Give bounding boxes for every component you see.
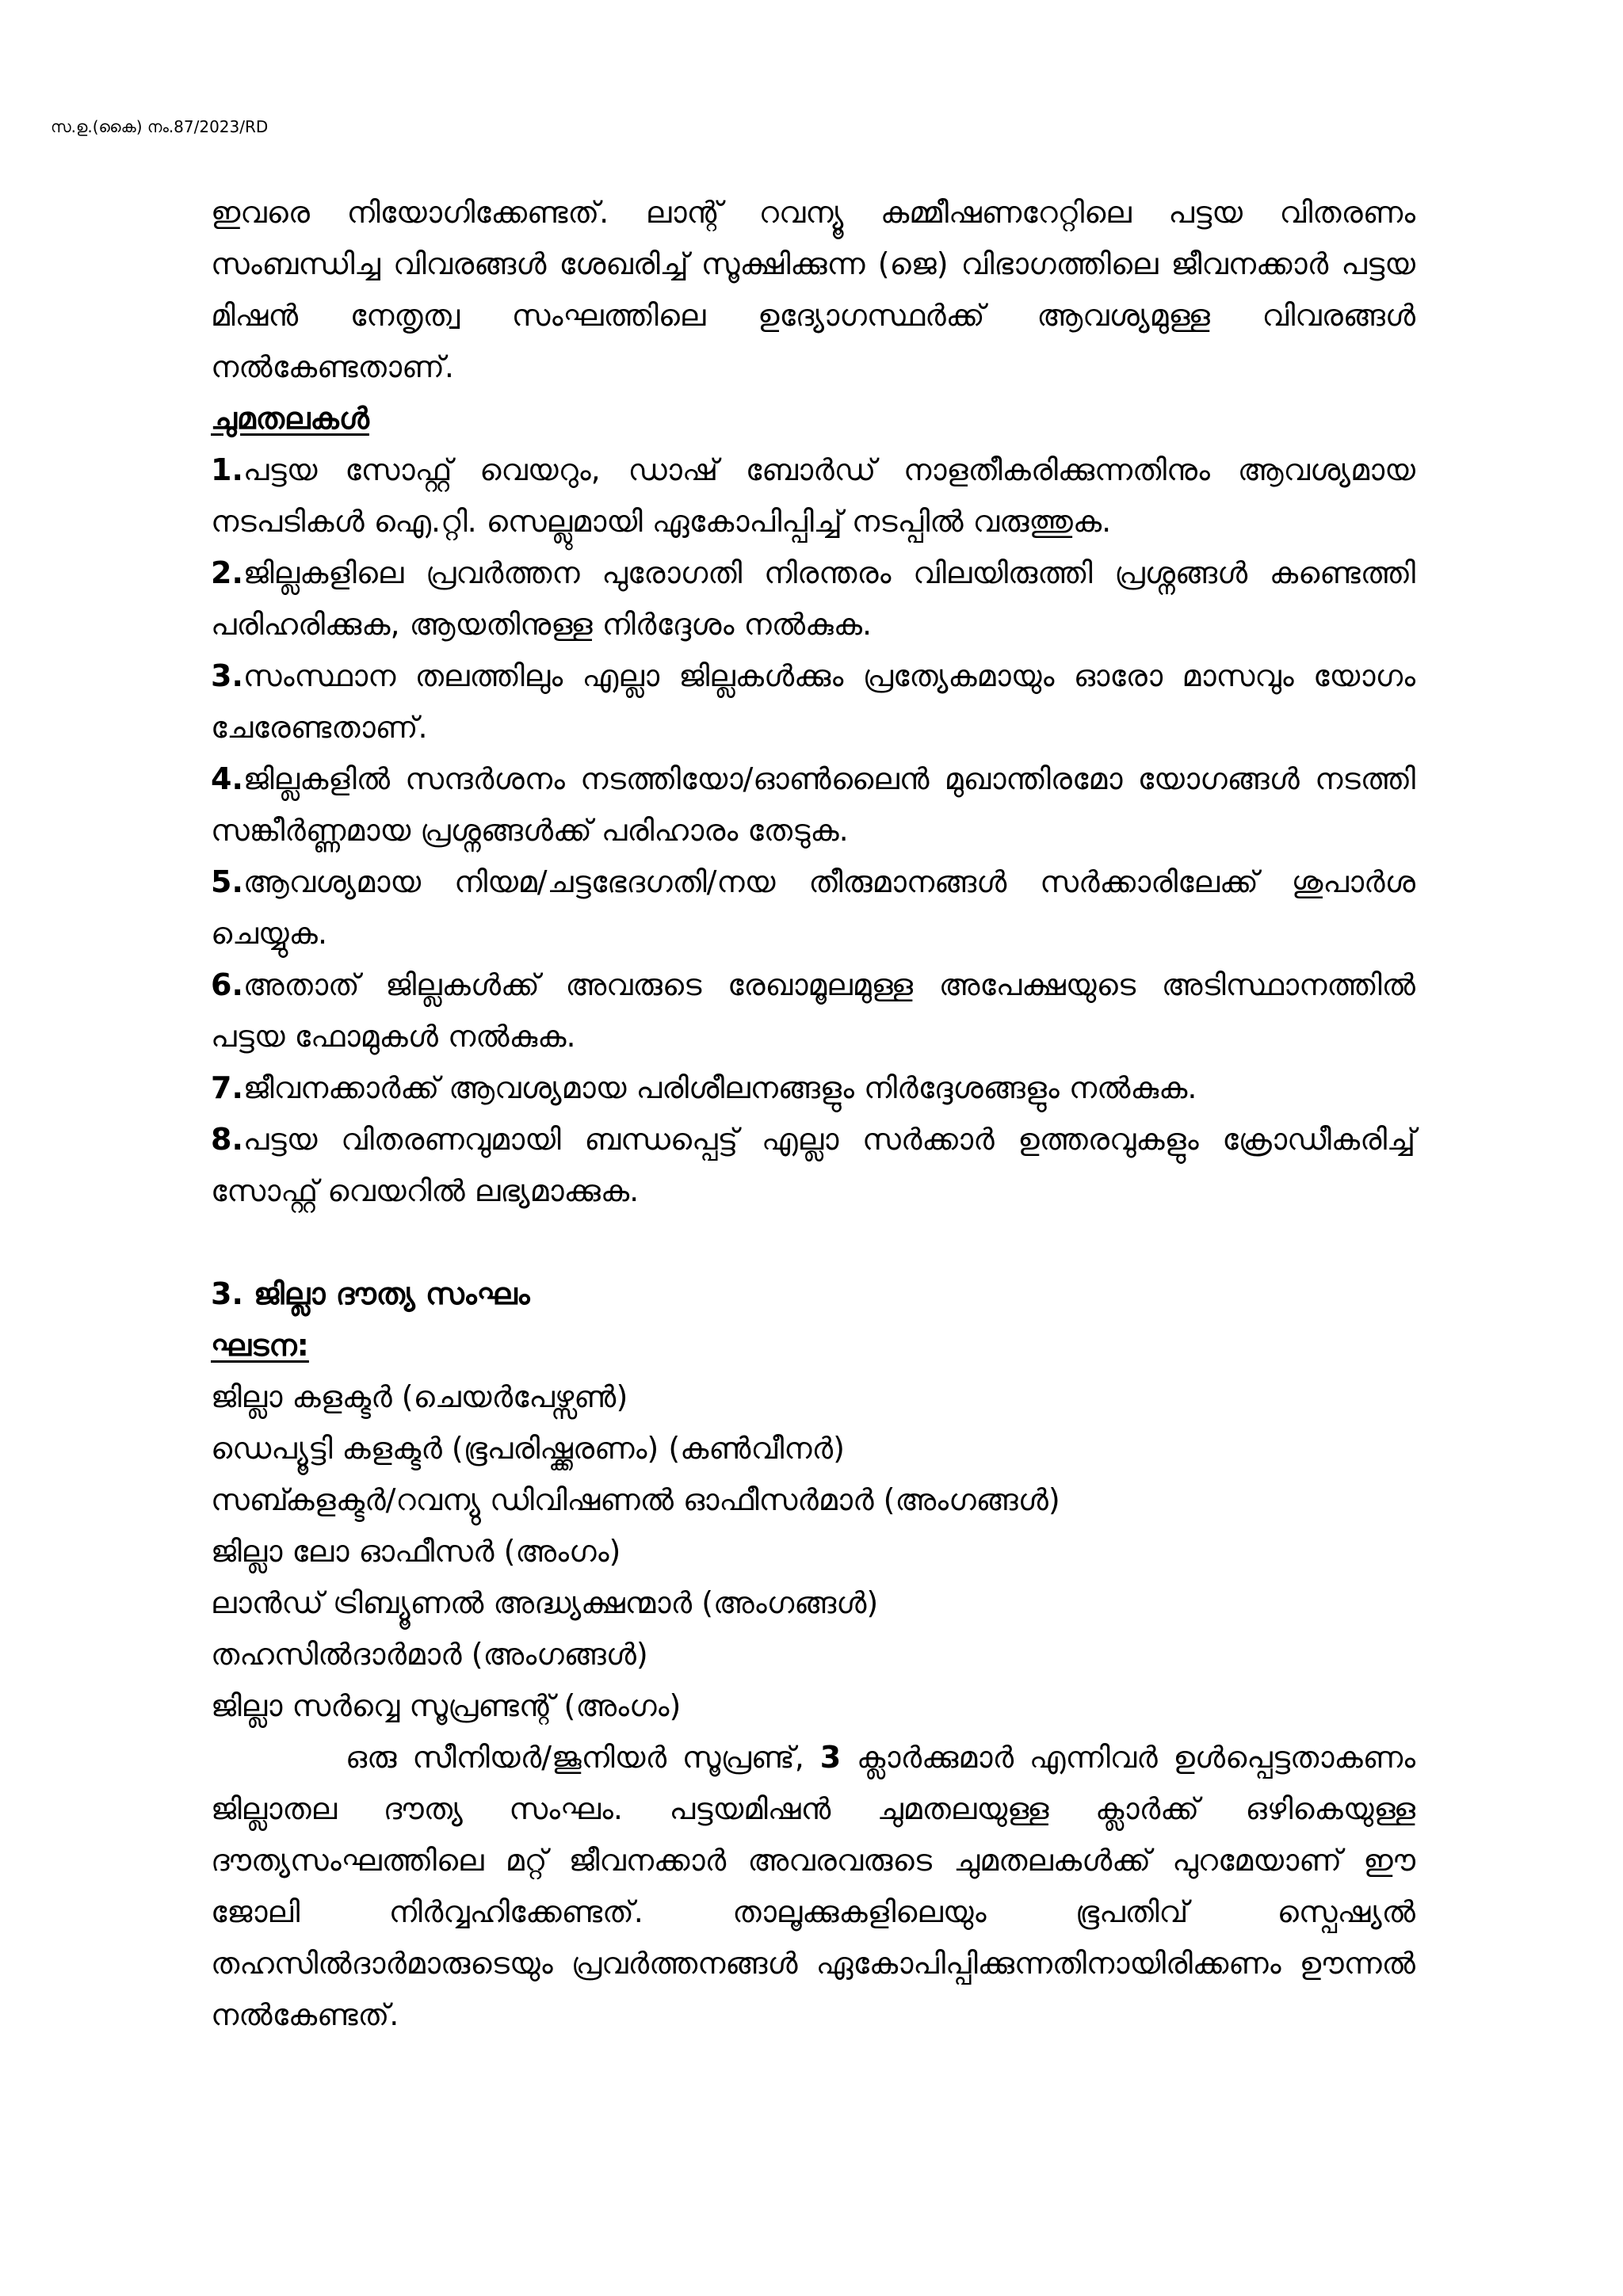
duty-number: 5.: [211, 864, 243, 899]
duty-number: 1.: [211, 452, 243, 487]
duties-heading: ചുമതലകൾ: [211, 401, 369, 436]
member-item: ജില്ലാ കളക്ടർ (ചെയർപേഴ്സൺ): [211, 1379, 628, 1414]
duty-number: 3.: [211, 658, 243, 693]
duty-item: [211, 856, 1415, 959]
duty-number: 8.: [211, 1122, 243, 1157]
closing-text-pre: ഒരു സീനിയർ/ജൂനിയർ സൂപ്രണ്ട്,: [346, 1740, 820, 1775]
duty-number: 7.: [211, 1070, 243, 1105]
duty-text: ജില്ലകളിലെ പ്രവർത്തന പുരോഗതി നിരന്തരം വിലയിരുത്തി പ്രശ്നങ്ങൾ കണ്ടെത്തി പരിഹരിക്കുക, ആയതിനുള്ള നിർദ്ദേശം നൽകുക.: [211, 555, 1415, 642]
duty-text: ജില്ലകളിൽ സന്ദർശനം നടത്തിയോ/ഓൺലൈൻ മുഖാന്തിരമോ യോഗങ്ങൾ നടത്തി സങ്കീർണ്ണമായ പ്രശ്നങ്ങൾക്ക് പരിഹാരം തേടുക.: [211, 761, 1415, 848]
member-item: സബ്കളക്ടർ/റവന്യു ഡിവിഷണൽ ഓഫീസർമാർ (അംഗങ്ങൾ): [211, 1482, 1060, 1517]
member-item: ജില്ലാ ലോ ഓഫീസർ (അംഗം): [211, 1534, 621, 1569]
member-item: ജില്ലാ സർവ്വെ സൂപ്രണ്ടന്റ് (അംഗം): [211, 1688, 682, 1723]
duties-list: [211, 444, 1415, 1217]
member-item: തഹസിൽദാർമാർ (അംഗങ്ങൾ): [211, 1637, 648, 1672]
clerk-count: 3: [819, 1740, 842, 1775]
duty-item: [211, 444, 1415, 547]
duty-number: 4.: [211, 761, 243, 796]
duty-text: ജീവനക്കാർക്ക് ആവശ്യമായ പരിശീലനങ്ങളും നിർദ്ദേശങ്ങളും നൽകുക.: [242, 1070, 1197, 1105]
duty-item: [211, 959, 1415, 1062]
duty-item: [211, 753, 1415, 856]
duty-text: സംസ്ഥാന തലത്തിലും എല്ലാ ജില്ലകൾക്കും പ്രത്യേകമായും ഓരോ മാസവും യോഗം ചേരേണ്ടതാണ്.: [211, 658, 1415, 745]
duty-text: പട്ടയ സോഫ്റ്റ് വെയറും, ഡാഷ് ബോർഡ് നാളതീകരിക്കുന്നതിനും ആവശ്യമായ നടപടികൾ ഐ.റ്റി. സെല്ലുമായി ഏകോപിപ്പിച്ച് നടപ്പിൽ വരുത്തുക.: [211, 452, 1415, 539]
member-item: ഡെപ്യൂട്ടി കളക്ടർ (ഭൂപരിഷ്ക്കരണം) (കൺവീനർ): [211, 1431, 845, 1466]
duty-text: ആവശ്യമായ നിയമ/ചട്ടഭേദഗതി/നയ തീരുമാനങ്ങൾ സർക്കാരിലേക്ക് ശുപാർശ ചെയ്യുക.: [211, 864, 1415, 951]
document-reference: സ.ഉ.(കൈ) നം.87/2023/RD: [51, 117, 269, 136]
duty-number: 2.: [211, 555, 243, 590]
members-list: [211, 1371, 1415, 1732]
duty-item: [211, 1062, 1415, 1114]
duty-text: അതാത് ജില്ലകൾക്ക് അവരുടെ രേഖാമൂലമുള്ള അപേക്ഷയുടെ അടിസ്ഥാനത്തിൽ പട്ടയ ഫോമുകൾ നൽകുക.: [211, 967, 1415, 1054]
intro-paragraph: ഇവരെ നിയോഗിക്കേണ്ടത്. ലാന്റ് റവന്യൂ കമ്മീഷണറേറ്റിലെ പട്ടയ വിതരണം സംബന്ധിച്ച വിവരങ്ങൾ ശേഖരിച്ച് സൂക്ഷിക്കുന്ന (ജെ) വിഭാഗത്തിലെ ജീവനക്കാർ പട്ടയ മിഷൻ നേതൃത്വ സംഘത്തിലെ ഉദ്യോഗസ്ഥർക്ക് ആവശ്യമുള്ള വിവരങ്ങൾ നൽകേണ്ടതാണ്.: [211, 195, 1415, 384]
duty-item: [211, 650, 1415, 753]
duty-item: [211, 1114, 1415, 1217]
document-body: [211, 187, 1415, 2041]
duty-item: [211, 547, 1415, 650]
composition-heading: ഘടന:: [211, 1328, 309, 1363]
closing-text-post: ക്ലാർക്കുമാർ എന്നിവർ ഉൾപ്പെട്ടതാകണം ജില്ലാതല ദൗത്യ സംഘം. പട്ടയമിഷൻ ചുമതലയുള്ള ക്ലാർക്ക് ഒഴികെയുള്ള ദൗത്യസംഘത്തിലെ മറ്റ് ജീവനക്കാർ അവരവരുടെ ചുമതലകൾക്ക് പുറമേയാണ് ഈ ജോലി നിർവ്വഹിക്കേണ്ടത്. താലൂക്കുകളിലെയും ഭൂപതിവ് സ്പെഷ്യൽ തഹസിൽദാർമാരുടെയും പ്രവർത്തനങ്ങൾ ഏകോപിപ്പിക്കുന്നതിനായിരിക്കണം ഊന്നൽ നൽകേണ്ടത്.: [211, 1740, 1416, 2032]
duty-text: പട്ടയ വിതരണവുമായി ബന്ധപ്പെട്ട് എല്ലാ സർക്കാർ ഉത്തരവുകളും ക്രോഡീകരിച്ച് സോഫ്റ്റ് വെയറിൽ ലഭ്യമാക്കുക.: [211, 1122, 1415, 1208]
duty-number: 6.: [211, 967, 243, 1002]
section-gap: [211, 1217, 1415, 1268]
section-3-heading: 3. ജില്ലാ ദൗത്യ സംഘം: [211, 1276, 530, 1311]
closing-paragraph: [211, 1732, 1415, 2041]
member-item: ലാൻഡ് ട്രിബ്യൂണൽ അദ്ധ്യക്ഷന്മാർ (അംഗങ്ങൾ): [211, 1585, 879, 1620]
